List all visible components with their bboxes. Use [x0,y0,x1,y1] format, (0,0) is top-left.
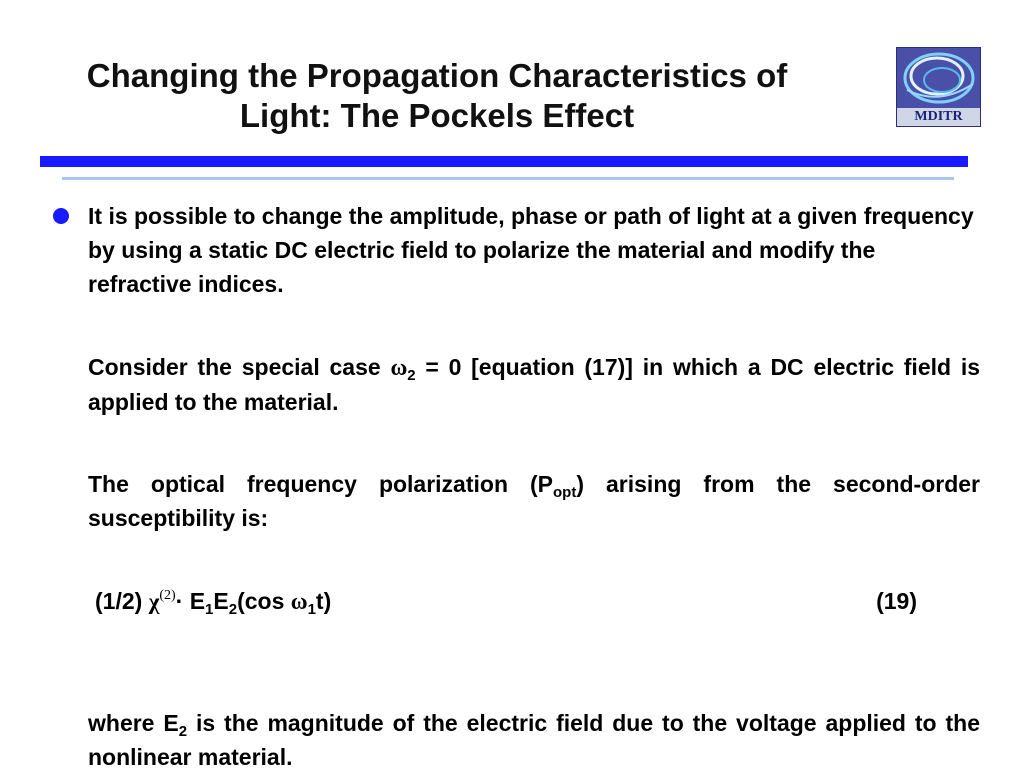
title-underline-thin [62,177,954,180]
omega-subscript: 2 [407,367,416,384]
equation-number: (19) [876,588,917,614]
slide-title [0,56,874,136]
eq-prefix: (1/2) [95,588,149,614]
e2-subscript: 2 [178,723,188,740]
p3-text-before: The optical frequency polarization (P [88,471,554,497]
paragraph-intro: It is possible to change the amplitude, phase or path of light at a given frequency by using a static DC electric field to polarize the material and modify the refractive indices. [88,203,974,297]
p3-text-after: ) arising from the second-order susceptibility is: [88,471,981,531]
eq-e1: E [183,588,206,614]
eq-dot: · [175,588,184,614]
eq-e2-subscript: 2 [228,601,238,618]
omega-symbol: ω [390,355,408,380]
mditr-logo [896,47,981,127]
logo-text: MDITR [897,108,980,126]
p-opt-subscript: opt [553,484,577,501]
eq-e1-subscript: 1 [205,601,214,618]
p4-text-after: is the magnitude of the electric field due to the voltage applied to the nonlinear material. [88,710,980,770]
paragraph-special-case [88,350,980,419]
eq-end: t) [315,588,332,614]
paragraph-where [88,706,980,774]
eq-e2: E [213,588,229,614]
slide-title-line-1: Changing the Propagation Characteristics of [86,57,788,94]
p2-text-after: = 0 [equation (17)] in which a DC electric field is applied to the material. [88,354,981,415]
title-underline-thick [40,156,968,167]
slide-title-line-2: Light: The Pockels Effect [239,97,635,134]
p2-text-before: Consider the special case [88,354,391,380]
chi-superscript: (2) [159,588,176,603]
eq-omega-subscript: 1 [307,601,316,618]
eq-omega-symbol: ω [290,589,308,614]
eq-cos: (cos [237,588,291,614]
paragraph-polarization [88,467,980,535]
p4-text-before: where E [88,710,179,736]
mditr-logo-icon [897,48,982,110]
chi-symbol: χ [148,589,160,614]
bullet-dot-icon [53,208,69,224]
equation-19 [95,584,917,619]
